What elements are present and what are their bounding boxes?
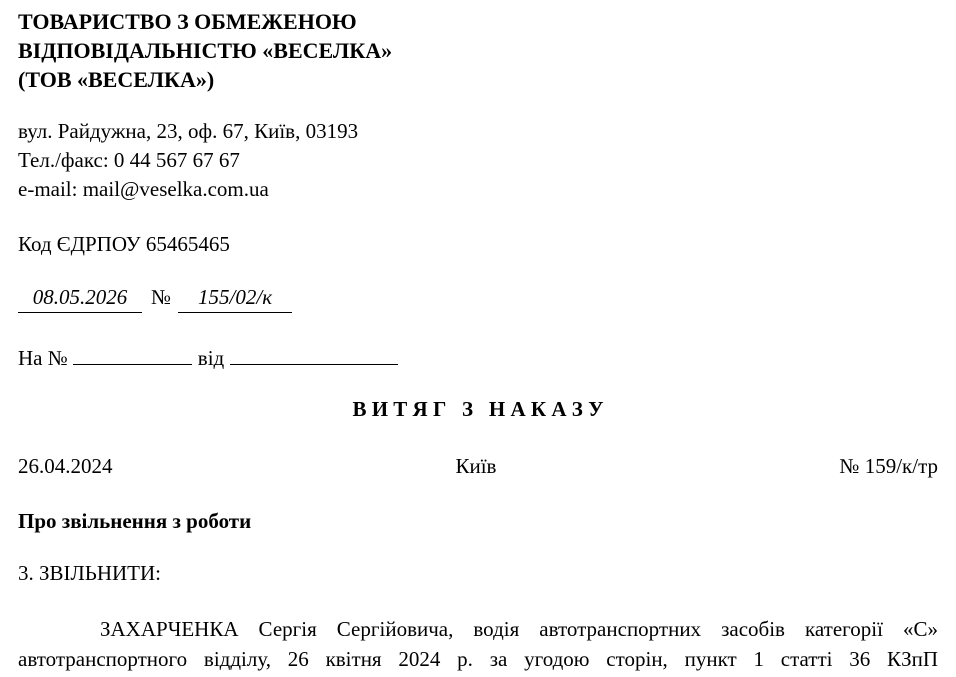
order-meta-row	[18, 452, 938, 481]
address-line: вул. Райдужна, 23, оф. 67, Київ, 03193	[18, 119, 359, 143]
incoming-date-blank	[230, 342, 398, 365]
order-body-paragraph: ЗАХАРЧЕНКА Сергія Сергійовича, водія автотранспортних засобів категорії «С» автотранспортного відділу, 26 квітня 2024 р. за угодою сторін, пункт 1 статті 36 КЗпП	[18, 617, 938, 671]
company-name-line-1: ТОВАРИСТВО З ОБМЕЖЕНОЮ	[18, 9, 357, 34]
outgoing-number-sign: №	[151, 285, 172, 309]
order-subject: Про звільнення з роботи	[18, 509, 252, 533]
order-clause: 3. ЗВІЛЬНИТИ:	[18, 561, 161, 585]
edrpou-line: Код ЄДРПОУ 65465465	[18, 232, 230, 256]
company-name-line-3: (ТОВ «ВЕСЕЛКА»)	[18, 67, 215, 92]
incoming-number-blank	[73, 342, 192, 365]
incoming-date-label: від	[197, 346, 225, 370]
contact-block	[18, 117, 938, 204]
outgoing-number-field: 155/02/к	[178, 283, 292, 313]
order-date: 26.04.2024	[18, 454, 113, 478]
order-number: № 159/к/тр	[839, 454, 938, 478]
email-line: e-mail: mail@veselka.com.ua	[18, 177, 269, 201]
outgoing-reference-line	[18, 283, 938, 313]
document-title: В И Т Я Г З Н А К А З У	[352, 397, 604, 421]
company-name-line-2: ВІДПОВІДАЛЬНІСТЮ «ВЕСЕЛКА»	[18, 38, 393, 63]
company-name	[18, 7, 938, 94]
order-place: Київ	[455, 454, 497, 478]
incoming-reference-line	[18, 342, 938, 373]
outgoing-date-field: 08.05.2026	[18, 283, 142, 313]
incoming-number-label: На №	[18, 346, 68, 370]
phone-line: Тел./факс: 0 44 567 67 67	[18, 148, 240, 172]
